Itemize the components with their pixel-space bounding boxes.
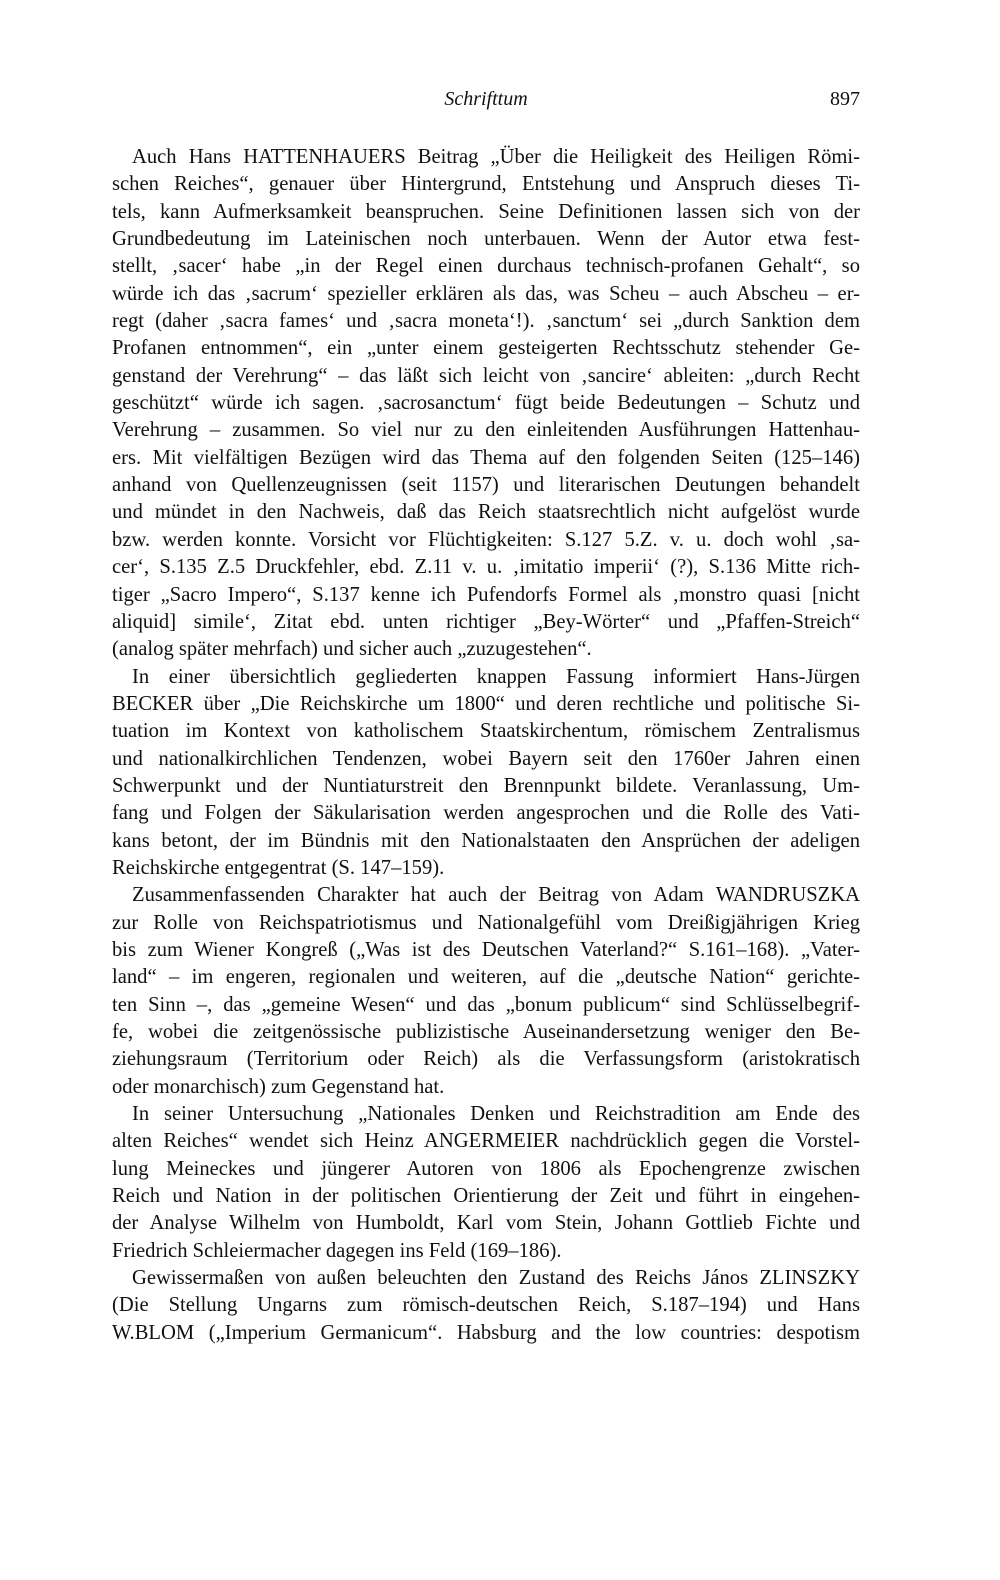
paragraph-wandruszka <box>112 882 860 1101</box>
text-line: Zusammenfassenden Charakter hat auch der Beitrag von Adam WANDRUSZKA <box>132 884 860 907</box>
text-line: (Die Stellung Ungarns zum römisch-deutschen Reich, S.187–194) und Hans <box>112 1294 860 1317</box>
text-line: ten Sinn –, das „gemeine Wesen“ und das „bonum publicum“ sind Schlüsselbegrif- <box>112 993 860 1016</box>
text-line: stellt, ‚sacer‘ habe „in der Regel einen durchaus technisch-profanen Gehalt“, so <box>112 255 860 278</box>
text-line: schen Reiches“, genauer über Hintergrund, Entstehung und Anspruch dieses Ti- <box>112 173 860 196</box>
text-line: alten Reiches“ wendet sich Heinz ANGERMEIER nachdrücklich gegen die Vorstel- <box>112 1130 860 1153</box>
text-line: In einer übersichtlich gegliederten knappen Fassung informiert Hans-Jürgen <box>132 665 860 688</box>
text-line: bis zum Wiener Kongreß („Was ist des Deutschen Vaterland?“ S.161–168). „Vater- <box>112 938 860 961</box>
text-line: BECKER über „Die Reichskirche um 1800“ und deren rechtliche und politische Si- <box>112 692 860 715</box>
text-line: kans betont, der im Bündnis mit den Nationalstaaten den Ansprüchen der adeligen <box>112 829 860 852</box>
paragraph-angermeier <box>112 1101 860 1265</box>
text-line: würde ich das ‚sacrum‘ spezieller erklären als das, was Scheu – auch Abscheu – er- <box>112 282 860 305</box>
page-number: 897 <box>830 88 860 110</box>
text-line: regt (daher ‚sacra fames‘ und ‚sacra moneta‘!). ‚sanctum‘ sei „durch Sanktion dem <box>112 310 860 333</box>
running-header <box>112 86 860 116</box>
text-line: cer‘, S.135 Z.5 Druckfehler, ebd. Z.11 v. u. ‚imitatio imperii‘ (?), S.136 Mitte rich- <box>112 556 860 579</box>
text-line: ziehungsraum (Territorium oder Reich) als die Verfassungsform (aristokratisch <box>112 1048 860 1071</box>
paragraph-becker <box>112 664 860 883</box>
text-line: anhand von Quellenzeugnissen (seit 1157) und literarischen Deutungen behandelt <box>112 474 860 497</box>
text-line: tuation im Kontext von katholischem Staatskirchentum, römischem Zentralismus <box>112 720 860 743</box>
text-line: bzw. werden konnte. Vorsicht vor Flüchtigkeiten: S.127 5.Z. v. u. doch wohl ‚sa- <box>112 528 860 551</box>
text-line: zur Rolle von Reichspatriotismus und Nationalgefühl vom Dreißigjährigen Krieg <box>112 911 860 934</box>
paragraph-zlinszky-blom <box>112 1265 860 1347</box>
text-line: genstand der Verehrung“ – das läßt sich leicht von ‚sancire‘ ableiten: „durch Recht <box>112 364 860 387</box>
text-line: und mündet in den Nachweis, daß das Reich staatsrechtlich nicht aufgelöst wurde <box>112 501 860 524</box>
text-line: Profanen entnommen“, ein „unter einem gesteigerten Rechtsschutz stehender Ge- <box>112 337 860 360</box>
text-line: W.BLOM („Imperium Germanicum“. Habsburg and the low countries: despotism <box>112 1321 860 1344</box>
text-line: Reich und Nation in der politischen Orientierung der Zeit und führt in eingehen- <box>112 1185 860 1208</box>
text-line: Verehrung – zusammen. So viel nur zu den einleitenden Ausführungen Hattenhau- <box>112 419 860 442</box>
text-line: Auch Hans HATTENHAUERS Beitrag „Über die Heiligkeit des Heiligen Römi- <box>132 146 860 168</box>
text-line: fe, wobei die zeitgenössische publizistische Auseinandersetzung weniger den Be- <box>112 1021 860 1043</box>
text-line: aliquid] simile‘, Zitat ebd. unten richtiger „Bey-Wörter“ und „Pfaffen-Streich“ <box>112 610 860 633</box>
text-line: Gewissermaßen von außen beleuchten den Zustand des Reichs János ZLINSZKY <box>132 1267 860 1290</box>
text-line: land“ – im engeren, regionalen und weiteren, auf die „deutsche Nation“ gerichte- <box>112 966 860 989</box>
text-line: geschützt“ würde ich sagen. ‚sacrosanctum‘ fügt beide Bedeutungen – Schutz und <box>112 392 860 415</box>
text-line: und nationalkirchlichen Tendenzen, wobei Bayern seit den 1760er Jahren einen <box>112 747 860 770</box>
text-line: fang und Folgen der Säkularisation werden angesprochen und die Rolle des Vati- <box>112 802 860 825</box>
text-line: (analog später mehrfach) und sicher auch „zuzugestehen“. <box>112 638 592 661</box>
text-line: tels, kann Aufmerksamkeit beanspruchen. Seine Definitionen lassen sich von der <box>112 200 860 223</box>
body-text <box>112 144 860 1347</box>
text-line: Friedrich Schleiermacher dagegen ins Feld (169–186). <box>112 1239 562 1262</box>
text-line: Reichskirche entgegentrat (S. 147–159). <box>112 856 445 879</box>
paragraph-hattenhauer <box>112 144 860 664</box>
text-line: lung Meineckes und jüngerer Autoren von 1806 als Epochengrenze zwischen <box>112 1157 860 1180</box>
text-line: oder monarchisch) zum Gegenstand hat. <box>112 1075 445 1098</box>
text-line: Grundbedeutung im Lateinischen noch unterbauen. Wenn der Autor etwa fest- <box>112 228 860 251</box>
text-line: tiger „Sacro Impero“, S.137 kenne ich Pufendorfs Formel als ‚monstro quasi [nicht <box>112 583 860 606</box>
text-line: In seiner Untersuchung „Nationales Denken und Reichstradition am Ende des <box>132 1103 860 1126</box>
text-line: der Analyse Wilhelm von Humboldt, Karl vom Stein, Johann Gottlieb Fichte und <box>112 1212 860 1235</box>
running-title: Schrifttum <box>444 88 528 110</box>
text-line: Schwerpunkt und der Nuntiaturstreit den Brennpunkt bildete. Veranlassung, Um- <box>112 774 860 797</box>
text-line: ers. Mit vielfältigen Bezügen wird das Thema auf den folgenden Seiten (125–146) <box>112 446 860 469</box>
